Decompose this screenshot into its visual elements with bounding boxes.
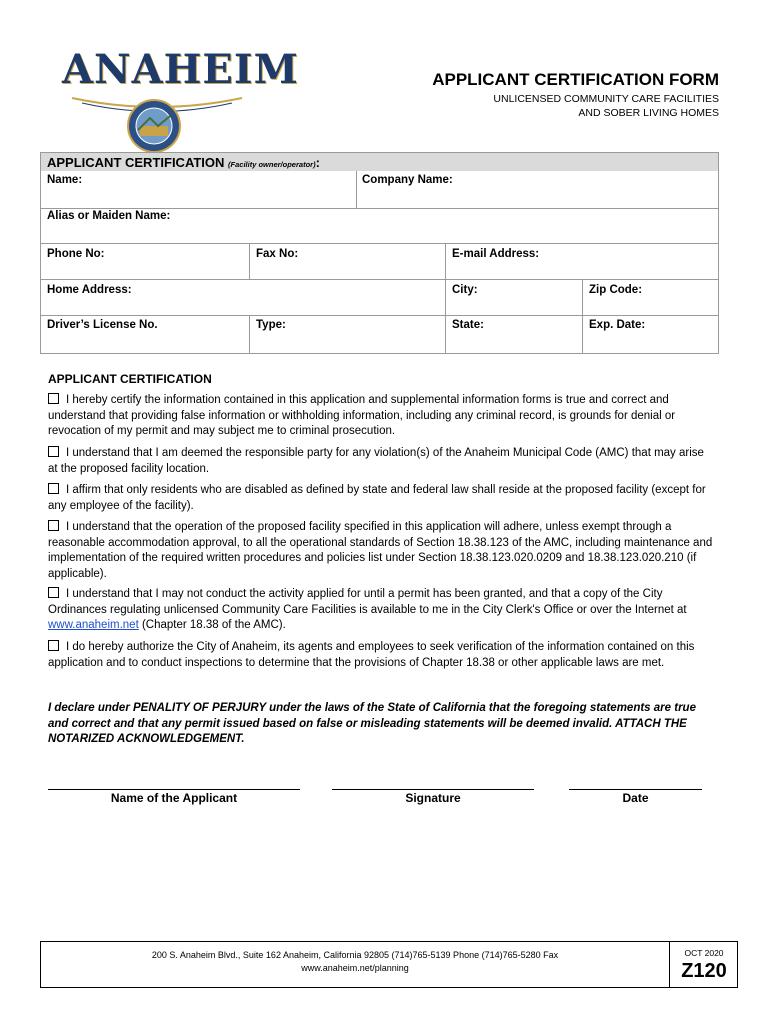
form-revision-date: OCT 2020 bbox=[684, 948, 724, 958]
certification-statement: I understand that I may not conduct the activity applied for until a permit has been granted, and that a copy of the City Ordinances regulating unlicensed Community Care Facilities is available to me in the City Clerk's Office or over the Internet at www.anaheim.net (Chapter 18.38 of the AMC). bbox=[48, 588, 687, 631]
license-exp-date-field[interactable]: Exp. Date: bbox=[589, 319, 646, 331]
applicant-section-note: (Facility owner/operator) bbox=[228, 160, 316, 169]
certification-heading: APPLICANT CERTIFICATION bbox=[48, 372, 212, 386]
drivers-license-field[interactable]: Driver’s License No. bbox=[47, 319, 158, 331]
row-divider bbox=[41, 208, 718, 209]
applicant-name-label: Name of the Applicant bbox=[110, 791, 238, 805]
form-code: Z120 bbox=[681, 960, 727, 982]
applicant-section-colon: : bbox=[315, 155, 320, 170]
footer-address: 200 S. Anaheim Blvd., Suite 162 Anaheim, California 92805 (714)765-5139 Phone (714)765-5280 Fax bbox=[151, 950, 559, 960]
alias-field[interactable]: Alias or Maiden Name: bbox=[47, 210, 171, 222]
signature-line[interactable] bbox=[332, 789, 534, 790]
company-name-field[interactable]: Company Name: bbox=[362, 174, 453, 186]
certification-statement: I do hereby authorize the City of Anaheim, its agents and employees to seek verification of the information contained on this application and to conduct inspections to determine that the provisions of Chapter 18.38 or other applicable laws are met. bbox=[48, 641, 695, 669]
date-line[interactable] bbox=[569, 789, 702, 790]
column-divider bbox=[249, 315, 250, 353]
anaheim-website-link[interactable]: www.anaheim.net bbox=[48, 619, 139, 631]
signature-label: Signature bbox=[405, 791, 461, 805]
applicant-section-header bbox=[41, 153, 718, 171]
applicant-section-title: APPLICANT CERTIFICATION bbox=[47, 155, 225, 170]
license-type-field[interactable]: Type: bbox=[256, 319, 286, 331]
checkbox[interactable] bbox=[48, 483, 59, 494]
fax-field[interactable]: Fax No: bbox=[256, 248, 299, 260]
column-divider bbox=[445, 243, 446, 353]
column-divider bbox=[249, 243, 250, 279]
footer bbox=[40, 941, 738, 988]
date-label: Date bbox=[622, 791, 649, 805]
email-field[interactable]: E-mail Address: bbox=[452, 248, 540, 260]
form-subtitle-line1: UNLICENSED COMMUNITY CARE FACILITIES bbox=[493, 93, 719, 105]
phone-field[interactable]: Phone No: bbox=[47, 248, 105, 260]
city-field[interactable]: City: bbox=[452, 284, 478, 296]
license-state-field[interactable]: State: bbox=[452, 319, 484, 331]
column-divider bbox=[356, 171, 357, 208]
certification-statement: I understand that the operation of the proposed facility specified in this application will adhere, unless exempt through a reasonable accommodation approval, to all the operational standards of Section 18.38.123 of the AMC, including maintenance and implementation of the required written procedures and policies list under Section 18.38.123.020.0209 and 18.38.123.020.210 (if applicable). bbox=[48, 521, 713, 580]
certification-statement: I hereby certify the information contained in this application and supplemental information forms is true and correct and understand that providing false information or withholding information, including any criminal record, is grounds for denial or revocation of my permit and may subject me to criminal prosecution. bbox=[48, 394, 676, 437]
zip-code-field[interactable]: Zip Code: bbox=[589, 284, 643, 296]
row-divider bbox=[41, 279, 718, 280]
row-divider bbox=[41, 243, 718, 244]
form-subtitle-line2: AND SOBER LIVING HOMES bbox=[578, 107, 719, 119]
checkbox[interactable] bbox=[48, 520, 59, 531]
footer-address-block bbox=[41, 949, 669, 975]
perjury-declaration: I declare under PENALITY OF PERJURY under the laws of the State of California that the foregoing statements are true and correct and that any permit issued based on false or misleading statements will be deemed invalid. ATTACH THE NOTARIZED ACKNOWLEDGEMENT. bbox=[48, 702, 696, 745]
checkbox[interactable] bbox=[48, 587, 59, 598]
row-divider bbox=[41, 315, 718, 316]
footer-website: www.anaheim.net/planning bbox=[301, 963, 409, 973]
column-divider bbox=[582, 279, 583, 353]
checkbox[interactable] bbox=[48, 640, 59, 651]
name-field[interactable]: Name: bbox=[47, 174, 83, 186]
home-address-field[interactable]: Home Address: bbox=[47, 284, 132, 296]
certification-statement: I understand that I am deemed the responsible party for any violation(s) of the Anaheim Municipal Code (AMC) that may arise at the proposed facility location. bbox=[48, 447, 704, 475]
applicant-name-line[interactable] bbox=[48, 789, 300, 790]
applicant-info-box bbox=[40, 152, 719, 354]
certification-statement: I affirm that only residents who are disabled as defined by state and federal law shall reside at the proposed facility (except for any employee of the facility). bbox=[48, 484, 706, 512]
checkbox[interactable] bbox=[48, 446, 59, 457]
checkbox[interactable] bbox=[48, 393, 59, 404]
form-title: APPLICANT CERTIFICATION FORM bbox=[432, 70, 719, 89]
anaheim-logo bbox=[62, 46, 299, 156]
logo-wordmark: ANAHEIM bbox=[62, 46, 299, 93]
